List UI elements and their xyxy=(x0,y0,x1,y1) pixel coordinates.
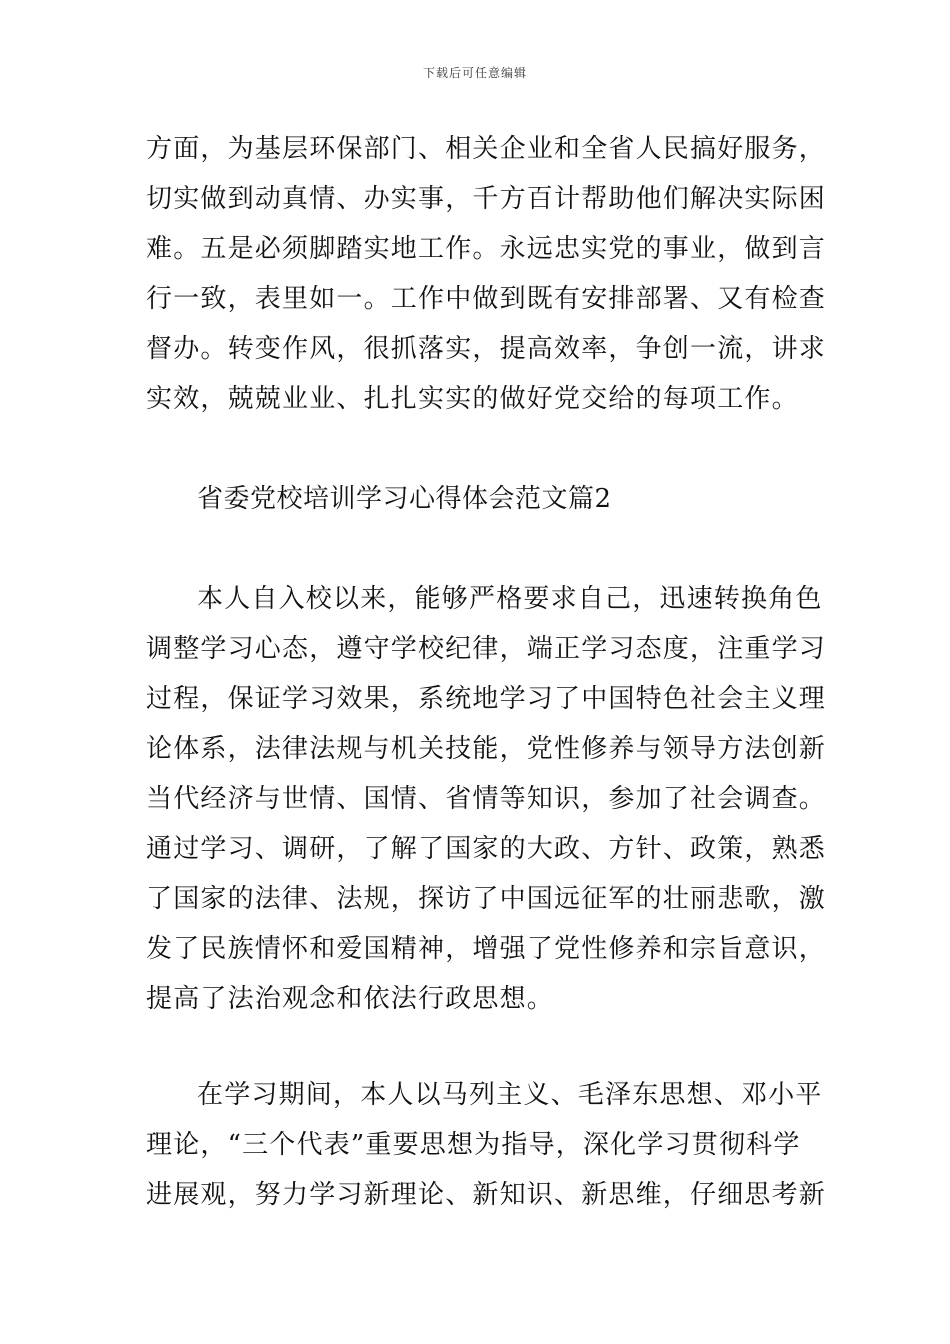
page-header-note: 下载后可任意编辑 xyxy=(422,66,527,80)
paragraph-line: 难。五是必须脚踏实地工作。永远忠实党的事业，做到言 xyxy=(146,234,827,264)
paragraph-line: 行一致，表里如一。工作中做到既有安排部署、又有检查 xyxy=(146,284,827,314)
paragraph-line: 切实做到动真情、办实事，千方百计帮助他们解决实际困 xyxy=(146,184,827,214)
paragraph-line: 本人自入校以来，能够严格要求自己，迅速转换角色 xyxy=(197,584,823,614)
paragraph-line: 进展观，努力学习新理论、新知识、新思维，仔细思考新 xyxy=(146,1180,827,1210)
paragraph-line: 督办。转变作风，很抓落实，提高效率，争创一流，讲求 xyxy=(146,334,827,364)
paragraph-line: 在学习期间，本人以马列主义、毛泽东思想、邓小平 xyxy=(197,1080,823,1110)
paragraph-line: 通过学习、调研，了解了国家的大政、方针、政策，熟悉 xyxy=(146,834,827,864)
paragraph-line: 实效，兢兢业业、扎扎实实的做好党交给的每项工作。 xyxy=(146,384,799,414)
section-title: 省委党校培训学习心得体会范文篇2 xyxy=(197,484,612,514)
paragraph-line: 理论，“三个代表”重要思想为指导，深化学习贯彻科学 xyxy=(146,1130,801,1160)
paragraph-line: 方面，为基层环保部门、相关企业和全省人民搞好服务， xyxy=(146,134,827,164)
paragraph-line: 提高了法治观念和依法行政思想。 xyxy=(146,984,555,1014)
paragraph-line: 调整学习心态，遵守学校纪律，端正学习态度，注重学习 xyxy=(146,634,827,664)
paragraph-line: 了国家的法律、法规，探访了中国远征军的壮丽悲歌，激 xyxy=(146,884,827,914)
paragraph-line: 当代经济与世情、国情、省情等知识，参加了社会调查。 xyxy=(146,784,827,814)
paragraph-line: 论体系，法律法规与机关技能，党性修养与领导方法创新 xyxy=(146,734,827,764)
paragraph-line: 发了民族情怀和爱国精神，增强了党性修养和宗旨意识， xyxy=(146,934,827,964)
paragraph-line: 过程，保证学习效果，系统地学习了中国特色社会主义理 xyxy=(146,684,827,714)
